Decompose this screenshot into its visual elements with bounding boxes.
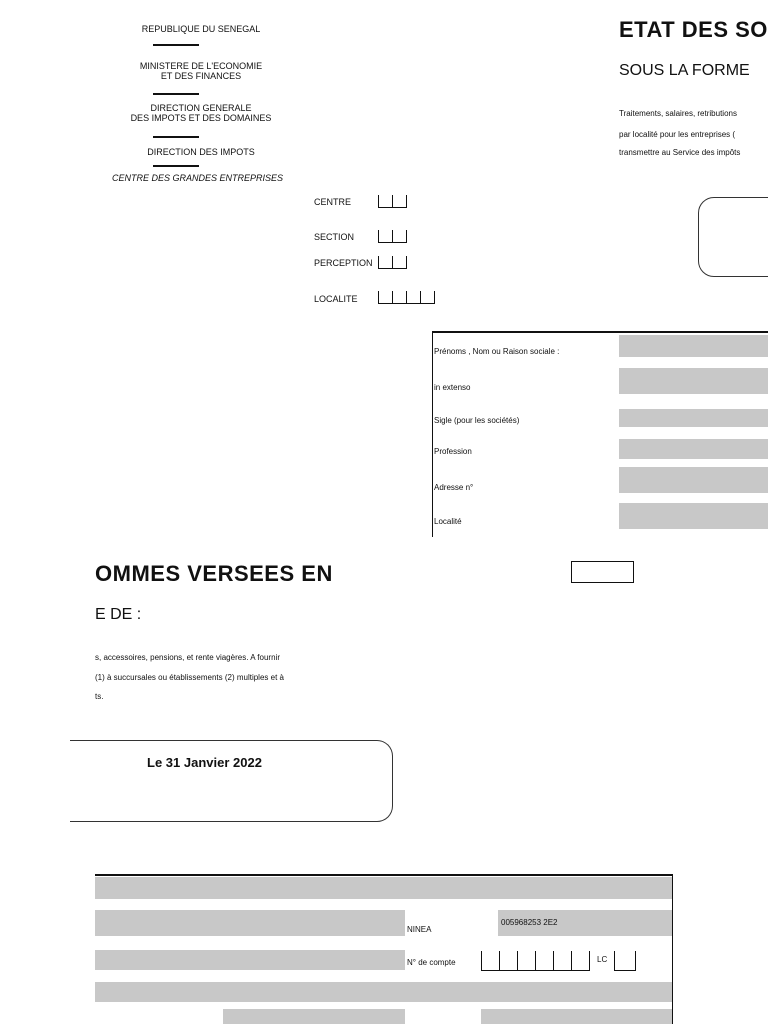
direction-name: DIRECTION DES IMPOTS <box>147 147 255 157</box>
bottom-form-right-border <box>672 874 673 1024</box>
page-title-continued: OMMES VERSEES EN <box>95 561 333 586</box>
instruction-line-3-continued: ts. <box>95 692 104 701</box>
centre-code-boxes[interactable] <box>378 195 407 208</box>
bottom-row-field-4[interactable] <box>95 982 672 1002</box>
header-divider <box>153 165 199 167</box>
form-left-border <box>432 331 433 537</box>
page-subtitle-continued: E DE : <box>95 606 142 623</box>
bottom-row-field-3[interactable] <box>95 950 405 970</box>
lc-boxes[interactable] <box>614 951 636 971</box>
account-label: N° de compte <box>407 958 456 967</box>
perception-label: PERCEPTION <box>314 258 373 268</box>
page-subtitle: SOUS LA FORME <box>619 62 750 79</box>
date-box <box>70 740 393 822</box>
header-divider <box>153 93 199 95</box>
form-top-border <box>432 331 768 333</box>
header-divider <box>153 44 199 46</box>
ministry-line-2: ET DES FINANCES <box>160 71 242 81</box>
perception-code-boxes[interactable] <box>378 256 407 269</box>
declaration-date: Le 31 Janvier 2022 <box>147 755 262 770</box>
year-box[interactable] <box>571 561 634 583</box>
name-field[interactable] <box>619 335 768 357</box>
localite-code-boxes[interactable] <box>378 291 435 304</box>
address-field[interactable] <box>619 467 768 493</box>
in-extenso-label: in extenso <box>434 383 471 392</box>
lc-label: LC <box>597 955 608 964</box>
instruction-line-1: Traitements, salaires, retributions <box>619 109 737 118</box>
instruction-line-2: par localité pour les entreprises ( <box>619 130 736 139</box>
bottom-row-field-5[interactable] <box>223 1009 405 1024</box>
country-name: REPUBLIQUE DU SENEGAL <box>141 24 261 34</box>
page-title: ETAT DES SO <box>619 17 768 42</box>
localite-label: LOCALITE <box>314 294 358 304</box>
sigle-label: Sigle (pour les sociétés) <box>434 416 520 425</box>
ninea-label: NINEA <box>407 925 432 934</box>
dg-line-1: DIRECTION GENERALE <box>150 103 252 113</box>
profession-label: Profession <box>434 447 472 456</box>
bottom-row-field-6[interactable] <box>481 1009 672 1024</box>
bottom-form-top-border <box>95 874 673 876</box>
locality-field[interactable] <box>619 503 768 529</box>
ninea-value: 005968253 2E2 <box>501 918 558 927</box>
sigle-field[interactable] <box>619 409 768 427</box>
date-box-top <box>698 197 768 277</box>
bottom-row-field-1[interactable] <box>95 877 672 899</box>
instruction-line-1-continued: s, accessoires, pensions, et rente viagères. A fournir <box>95 653 280 662</box>
bottom-row-field-2[interactable] <box>95 910 405 936</box>
ministry-line-1: MINISTERE DE L'ECONOMIE <box>139 61 263 71</box>
instruction-line-2-continued: (1) à succursales ou établissements (2) multiples et à <box>95 673 284 682</box>
centre-label: CENTRE <box>314 197 352 207</box>
header-divider <box>153 136 199 138</box>
section-code-boxes[interactable] <box>378 230 407 243</box>
profession-field[interactable] <box>619 439 768 459</box>
name-label: Prénoms , Nom ou Raison sociale : <box>434 347 560 356</box>
address-label: Adresse n° <box>434 483 474 492</box>
centre-name: CENTRE DES GRANDES ENTREPRISES <box>112 173 284 183</box>
in-extenso-field[interactable] <box>619 368 768 394</box>
account-number-boxes[interactable] <box>481 951 590 971</box>
dg-line-2: DES IMPOTS ET DES DOMAINES <box>130 113 272 123</box>
section-label: SECTION <box>314 232 355 242</box>
locality-label: Localité <box>434 517 462 526</box>
instruction-line-3: transmettre au Service des impôts <box>619 148 741 157</box>
